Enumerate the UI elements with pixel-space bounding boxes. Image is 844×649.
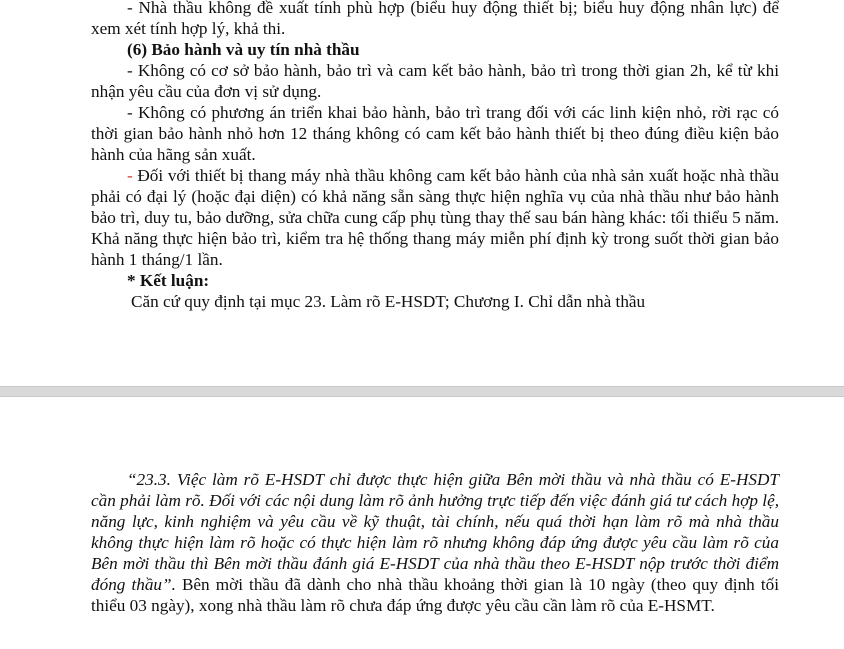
paragraph-mobilization: - Nhà thầu không đề xuất tính phù hợp (biểu huy động thiết bị; biểu huy động nhân lực) để xem xét tính hợp lý, khả thi. [91,0,779,38]
document-page-bottom [0,397,844,649]
paragraph-conclusion: Căn cứ quy định tại mục 23. Làm rõ E-HSDT; Chương I. Chỉ dẫn nhà thầu [131,292,646,311]
paragraph-warranty-basis: - Không có cơ sở bảo hành, bảo trì và cam kết bảo hành, bảo trì trong thời gian 2h, kể từ khi nhận yêu cầu của đơn vị sử dụng. [91,61,779,101]
red-dash-marker: - [127,166,133,185]
elevator-warranty-text: Đối với thiết bị thang máy nhà thầu không cam kết bảo hành của nhà sản xuất hoặc nhà thầu phải có đại lý (hoặc đại diện) có khả năng sẵn sàng thực hiện nghĩa vụ của nhà thầu như bảo hành bảo trì, duy tu, bảo dưỡng, sửa chữa cung cấp phụ tùng thay thế sau bán hàng khác: tối thiểu 5 năm. Khả năng thực hiện bảo trì, kiểm tra hệ thống thang máy miễn phí định kỳ trong suốt thời gian bảo hành 1 tháng/1 lần. [91,166,779,269]
page-top-text [91,0,779,312]
paragraph-clarification-quote [91,469,779,616]
heading-conclusion: * Kết luận: [127,271,210,290]
quote-text: “23.3. Việc làm rõ E-HSDT chỉ được thực hiện giữa Bên mời thầu và nhà thầu có E-HSDT cần phải làm rõ. Đối với các nội dung làm rõ ảnh hưởng trực tiếp đến việc đánh giá tư cách hợp lệ, năng lực, kinh nghiệm và yêu cầu về kỹ thuật, tài chính, nếu quá thời hạn làm rõ mà nhà thầu không thực hiện làm rõ hoặc có thực hiện làm rõ nhưng không đáp ứng được yêu cầu làm rõ của Bên mời thầu thì Bên mời thầu đánh giá E-HSDT của nhà thầu theo E-HSDT nộp trước thời điểm đóng thầu”. [91,470,779,594]
paragraph-warranty-plan: - Không có phương án triển khai bảo hành, bảo trì trang đối với các linh kiện nhỏ, rời rạc có thời gian bảo hành nhỏ hơn 12 tháng không có cam kết bảo hành thiết bị theo đúng điều kiện bảo hành của hãng sản xuất. [91,103,779,164]
clarification-tail-text: Bên mời thầu đã dành cho nhà thầu khoảng thời gian là 10 ngày (theo quy định tối thiểu 03 ngày), xong nhà thầu làm rõ chưa đáp ứng được yêu cầu cần làm rõ của E-HSMT. [91,575,779,615]
page-bottom-text [91,469,779,616]
heading-warranty-reputation: (6) Bảo hành và uy tín nhà thầu [127,40,360,59]
paragraph-elevator-warranty [91,165,779,270]
page-separator [0,386,844,397]
